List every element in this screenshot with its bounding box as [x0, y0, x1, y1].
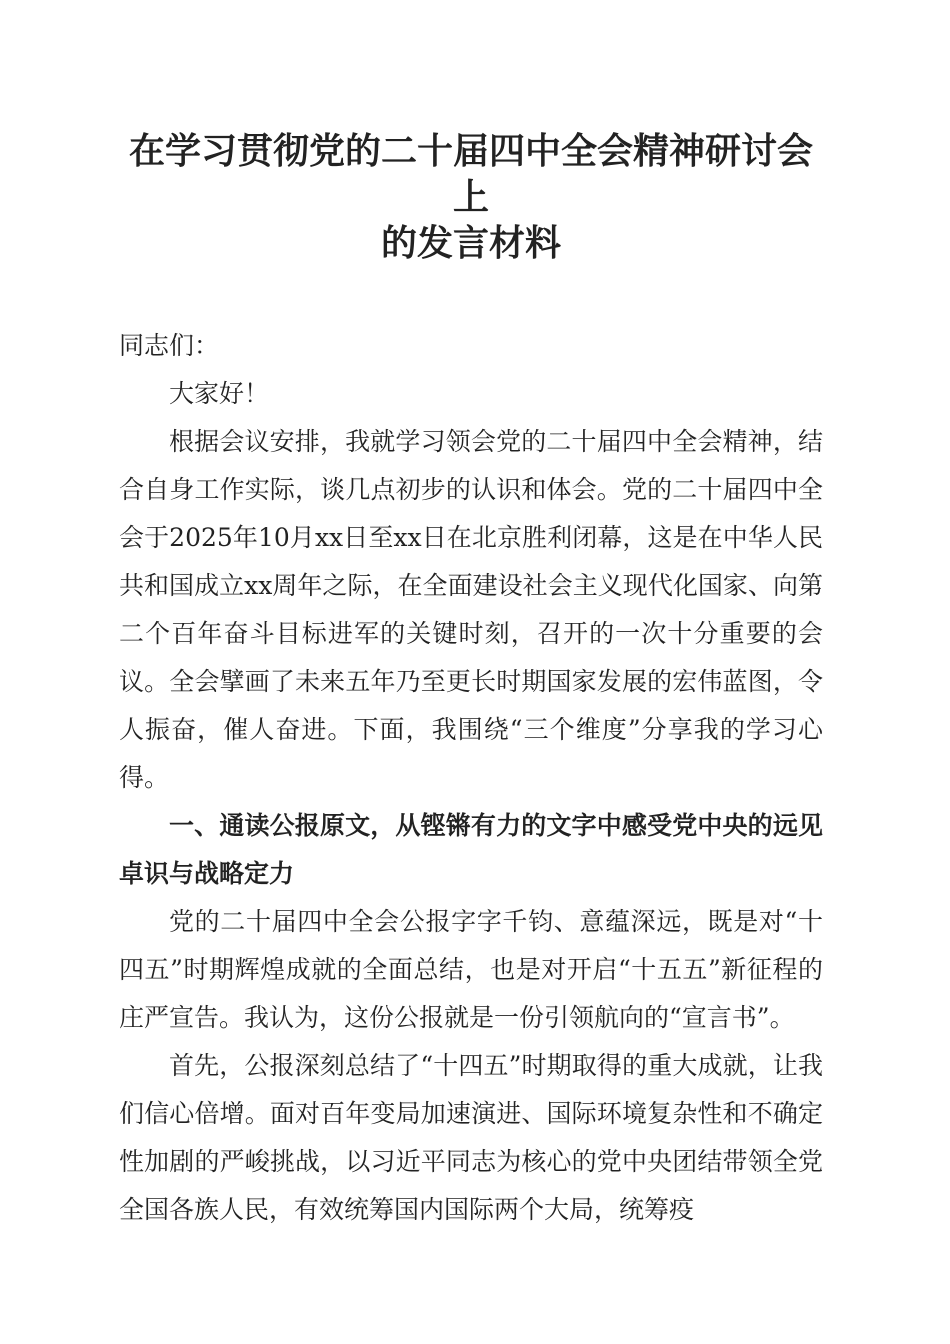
title-line-2: 的发言材料 [380, 222, 561, 264]
document-body [119, 322, 823, 1234]
greeting: 大家好！ [169, 379, 270, 408]
intro-paragraph: 根据会议安排，我就学习领会党的二十届四中全会精神，结合自身工作实际，谈几点初步的认识和体会。党的二十届四中全会于2025年10月xx日至xx日在北京胜利闭幕，这是在中华人民共和国成立xx周年之际，在全面建设社会主义现代化国家、向第二个百年奋斗目标进军的关键时刻，召开的一次十分重要的会议。全会擘画了未来五年乃至更长时期国家发展的宏伟蓝图，令人振奋，催人奋进。下面，我围绕“三个维度”分享我的学习心得。 [119, 427, 823, 792]
title-line-1: 在学习贯彻党的二十届四中全会精神研讨会上 [128, 130, 813, 218]
salutation: 同志们： [119, 331, 220, 360]
section-1-heading: 一、通读公报原文，从铿锵有力的文字中感受党中央的远见卓识与战略定力 [119, 811, 823, 888]
section-1-paragraph-1: 党的二十届四中全会公报字字千钧、意蕴深远，既是对“十四五”时期辉煌成就的全面总结，也是对开启“十五五”新征程的庄严宣告。我认为，这份公报就是一份引领航向的“宣言书”。 [119, 907, 823, 1032]
section-1-paragraph-2: 首先，公报深刻总结了“十四五”时期取得的重大成就，让我们信心倍增。面对百年变局加速演进、国际环境复杂性和不确定性加剧的严峻挑战，以习近平同志为核心的党中央团结带领全党全国各族人民，有效统筹国内国际两个大局，统筹疫 [119, 1051, 823, 1224]
document-title [119, 128, 823, 266]
document-page [119, 128, 823, 1234]
